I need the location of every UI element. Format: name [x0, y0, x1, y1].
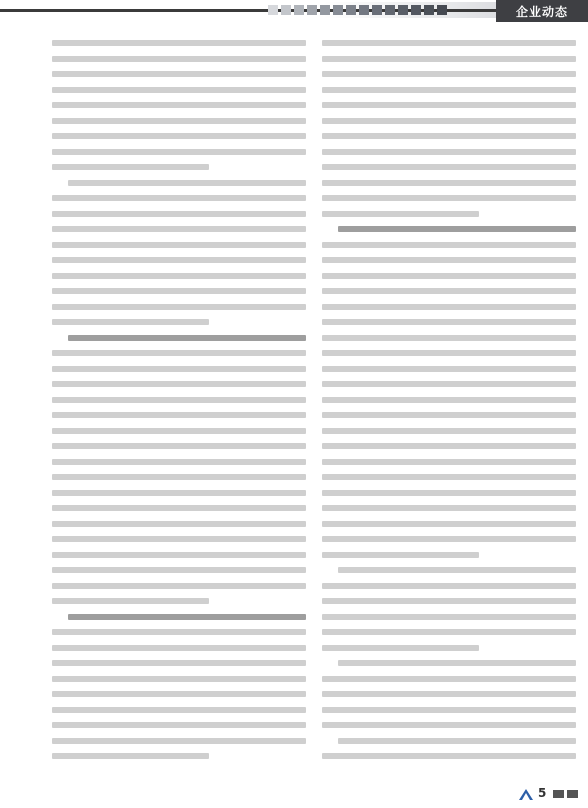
text-line — [322, 87, 576, 93]
text-line — [322, 40, 576, 46]
text-line — [52, 149, 306, 155]
text-line — [322, 366, 576, 372]
text-line — [322, 164, 576, 170]
text-line — [52, 257, 306, 263]
text-line — [322, 521, 576, 527]
text-line — [52, 490, 306, 496]
text-line — [52, 211, 306, 217]
text-line — [322, 350, 576, 356]
text-line — [52, 598, 209, 604]
text-line — [52, 319, 209, 325]
text-line — [52, 459, 306, 465]
text-line — [52, 56, 306, 62]
text-line — [52, 164, 209, 170]
text-line — [322, 133, 576, 139]
text-line — [52, 474, 306, 480]
text-line — [52, 412, 306, 418]
text-line — [52, 753, 209, 759]
text-line — [322, 629, 576, 635]
text-line — [52, 71, 306, 77]
publication-mark-icon — [552, 788, 580, 800]
text-line — [322, 319, 576, 325]
text-line — [322, 474, 576, 480]
text-line — [322, 304, 576, 310]
text-line — [322, 598, 576, 604]
text-line — [322, 335, 576, 341]
text-line — [338, 567, 576, 573]
text-line — [52, 366, 306, 372]
text-line — [52, 304, 306, 310]
text-line — [322, 397, 576, 403]
text-line — [68, 180, 306, 186]
right-column — [322, 40, 576, 780]
text-line — [52, 288, 306, 294]
text-line — [322, 490, 576, 496]
text-line — [52, 629, 306, 635]
text-line — [52, 660, 306, 666]
text-line — [322, 288, 576, 294]
text-line — [52, 40, 306, 46]
text-line — [338, 738, 576, 744]
text-line — [322, 707, 576, 713]
text-line — [52, 505, 306, 511]
text-line — [52, 381, 306, 387]
header-decoration — [268, 5, 447, 15]
text-line — [52, 350, 306, 356]
text-line — [68, 614, 306, 620]
text-line — [322, 505, 576, 511]
text-line — [52, 226, 306, 232]
text-line — [322, 211, 479, 217]
text-line — [52, 102, 306, 108]
text-line — [52, 691, 306, 697]
text-line — [322, 381, 576, 387]
text-line — [52, 645, 306, 651]
left-column — [52, 40, 306, 780]
text-line — [322, 614, 576, 620]
text-line — [322, 195, 576, 201]
text-line — [322, 428, 576, 434]
text-line — [322, 676, 576, 682]
text-line — [322, 552, 479, 558]
text-line — [322, 102, 576, 108]
text-line — [52, 133, 306, 139]
text-line — [322, 71, 576, 77]
section-title: 企业动态 — [496, 0, 588, 22]
publisher-logo-icon — [518, 788, 534, 802]
text-line — [68, 335, 306, 341]
article-body — [52, 40, 580, 780]
text-line — [322, 459, 576, 465]
text-line — [322, 56, 576, 62]
text-line — [322, 583, 576, 589]
text-line — [322, 722, 576, 728]
text-line — [52, 242, 306, 248]
text-line — [52, 443, 306, 449]
text-line — [322, 242, 576, 248]
text-line — [322, 645, 479, 651]
text-line — [322, 118, 576, 124]
text-line — [322, 753, 576, 759]
text-line — [52, 273, 306, 279]
text-line — [322, 273, 576, 279]
text-line — [52, 552, 306, 558]
text-line — [52, 676, 306, 682]
text-line — [52, 195, 306, 201]
text-line — [322, 180, 576, 186]
text-line — [322, 149, 576, 155]
text-line — [322, 691, 576, 697]
text-line — [322, 257, 576, 263]
text-line — [322, 412, 576, 418]
text-line — [52, 87, 306, 93]
text-line — [52, 567, 306, 573]
text-line — [52, 428, 306, 434]
text-line — [338, 660, 576, 666]
page-number: 5 — [538, 786, 547, 800]
text-line — [52, 536, 306, 542]
text-line — [322, 536, 576, 542]
text-line — [52, 707, 306, 713]
text-line — [52, 722, 306, 728]
text-line — [52, 521, 306, 527]
text-line — [52, 118, 306, 124]
text-line — [322, 443, 576, 449]
text-line — [338, 226, 576, 232]
text-line — [52, 738, 306, 744]
text-line — [52, 397, 306, 403]
text-line — [52, 583, 306, 589]
